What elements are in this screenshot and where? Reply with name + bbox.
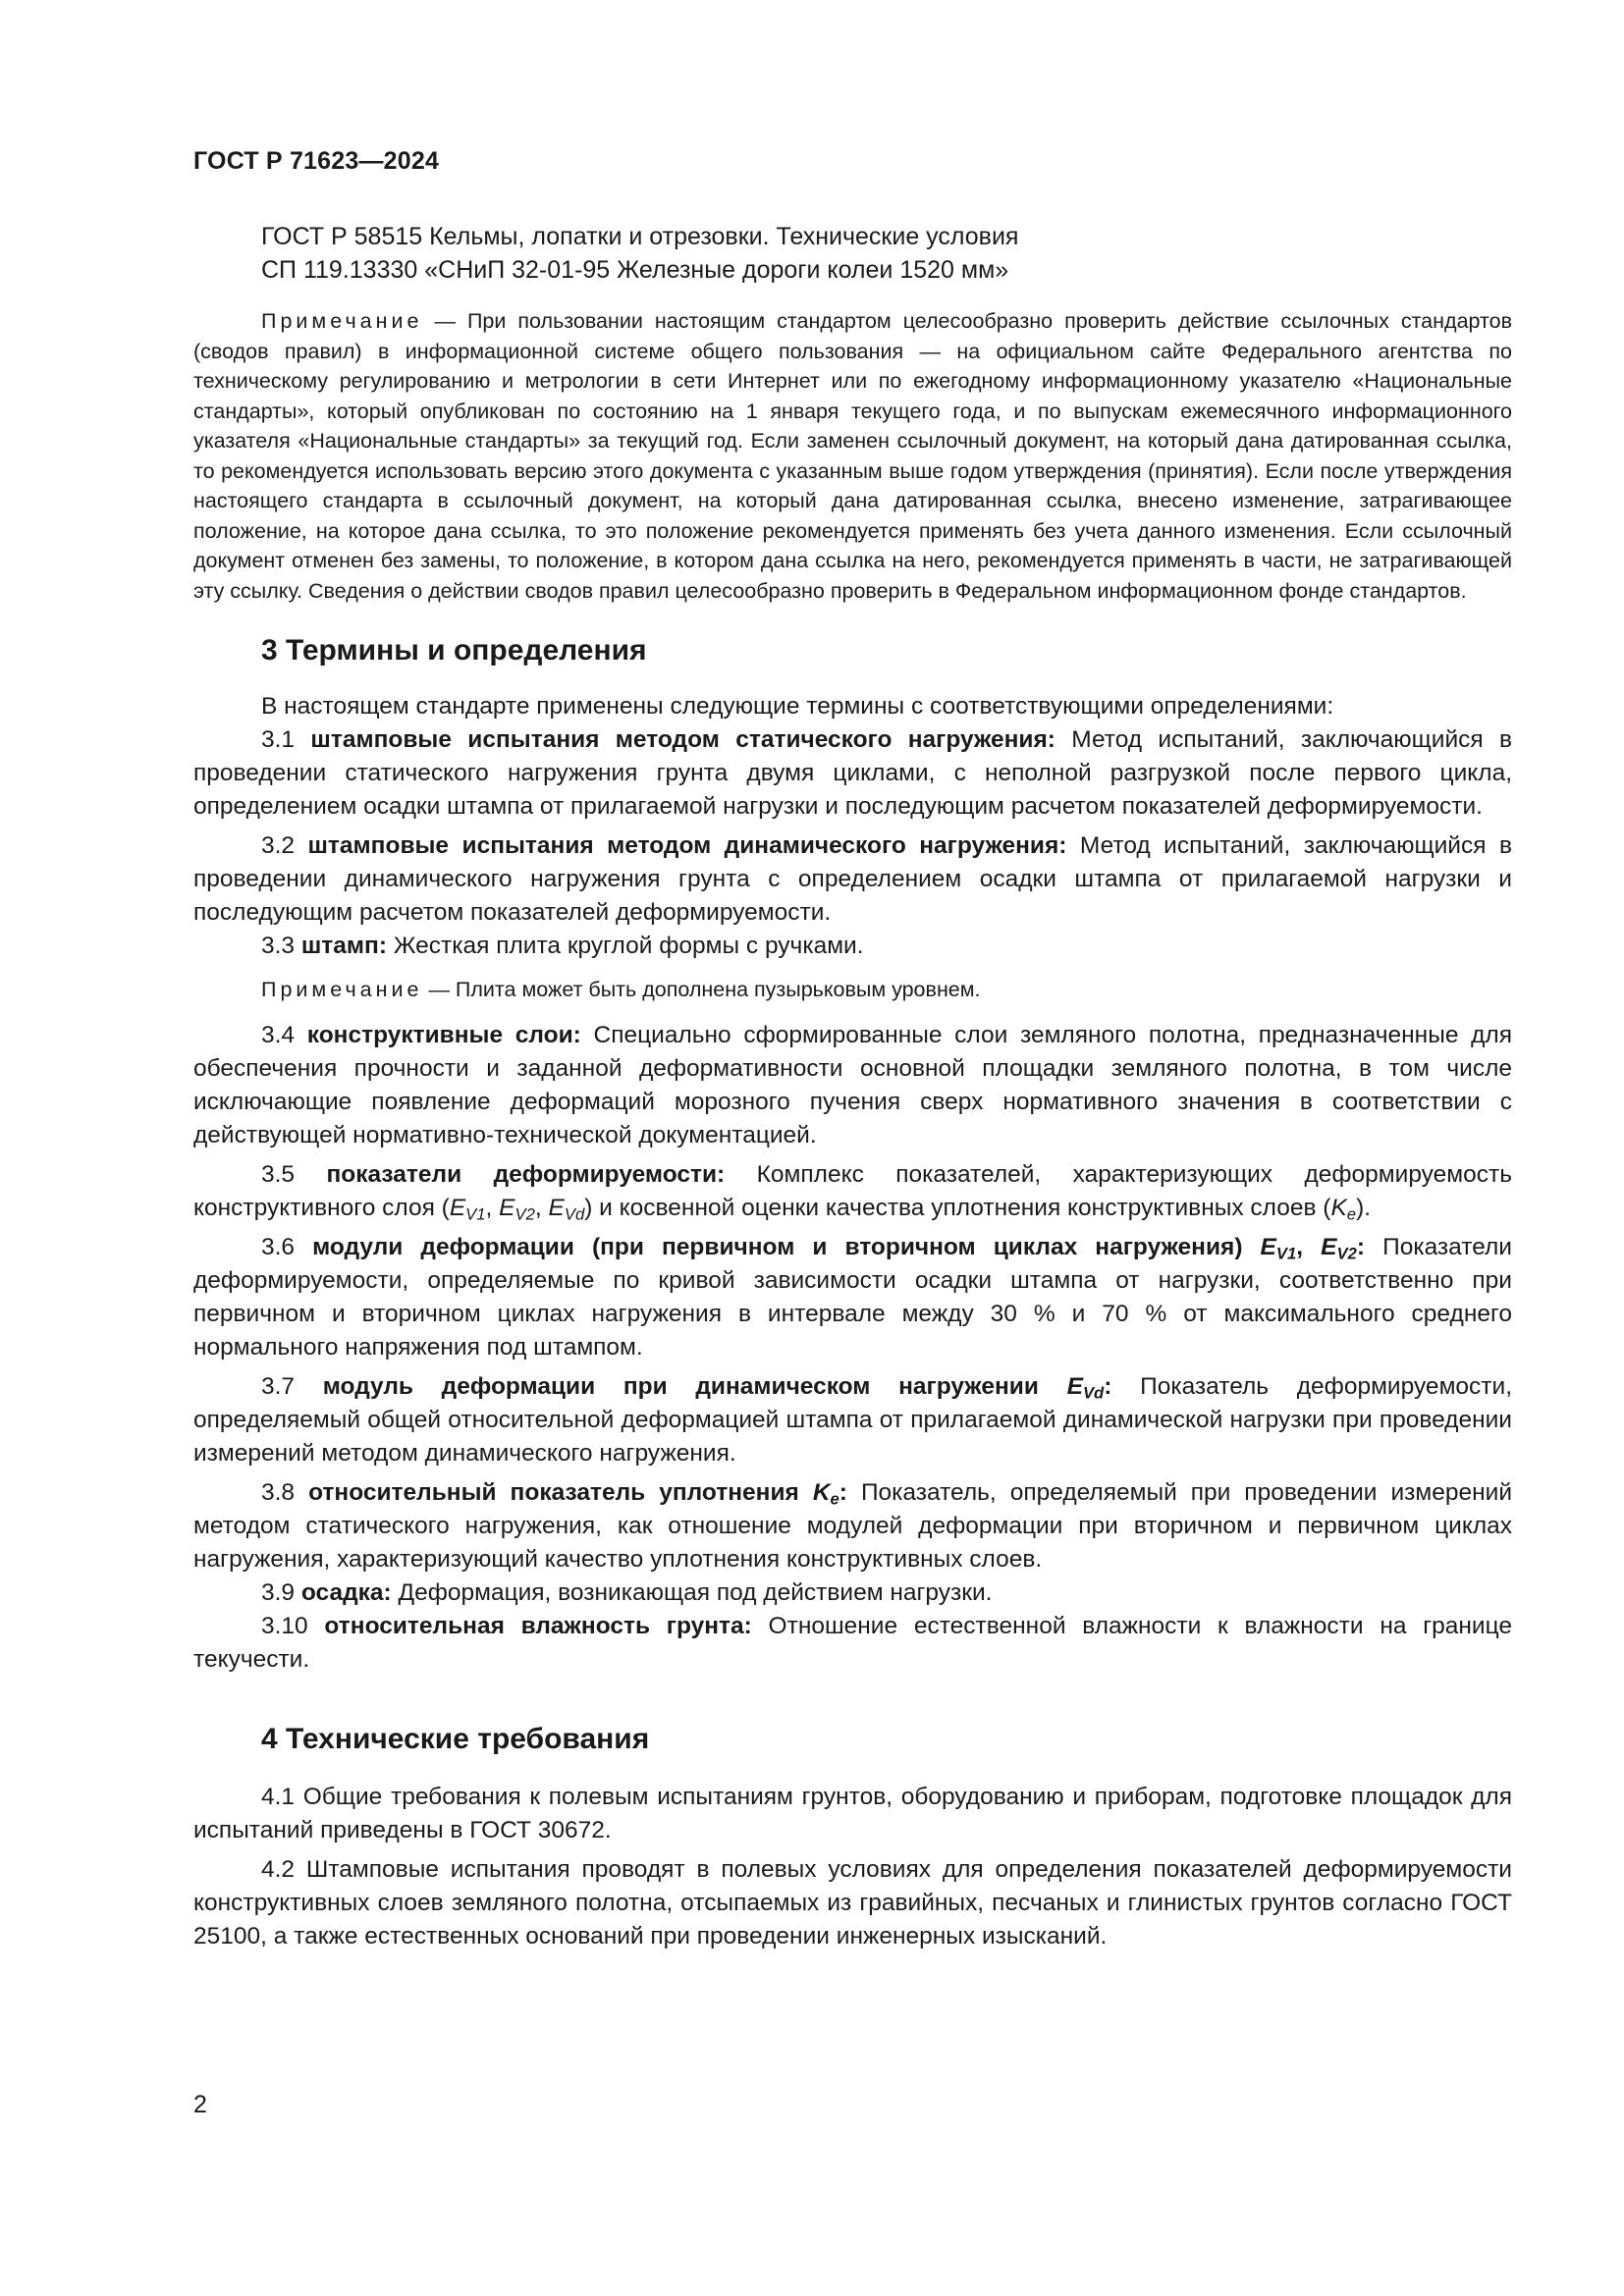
term-definition: Показатели деформируемости, определяемые по кривой зависимости осадки штампа от нагрузки, соответственно при первичном и вторичном циклах нагружения в интервале между 30 % и 70 % от максимального среднего нормального напряжения под штампом. (193, 1233, 1512, 1361)
term-name: конструктивные слои: (306, 1021, 581, 1048)
term-definition: Жесткая плита круглой формы с ручками. (387, 933, 864, 959)
term-definition: Показатель, определяемый при проведении измерений методом статического нагружения, как отношение модулей деформации при вторичном и первичном циклах нагружения, характеризующий качество уплотнения конструктивных слоев. (193, 1478, 1512, 1573)
term-name: осадка: (300, 1578, 392, 1606)
note-label: Примечание (261, 309, 423, 333)
section-4-title: 4 Технические требования (261, 1722, 650, 1755)
term-3-6: 3.6 модули деформации (при первичном и вторичном циклах нагружения) $E_{V1}$, $E_{V2}$: Показатели деформируемости, определяемые по кривой зависимости осадки штампа от нагрузки, соответственно при первичном и вторичном циклах нагружения в интервале между 30 % и 70 % от максимального среднего нормального напряжения под штампом. (193, 1233, 1512, 1361)
term-3-8: 3.8 относительный показатель уплотнения $K_e$: Показатель, определяемый при проведении измерений методом статического нагружения, как отношение модулей деформации при вторичном и первичном циклах нагружения, характеризующий качество уплотнения конструктивных слоев. (193, 1478, 1512, 1573)
paragraph-4-2: 4.2 Штамповые испытания проводят в полевых условиях для определения показателей деформируемости конструктивных слоев земляного полотна, отсыпаемых из гравийных, песчаных и глинистых грунтов согласно ГОСТ 25100, а также естественных оснований при проведении инженерных изысканий. (193, 1855, 1512, 1949)
term-name: штамповые испытания методом динамического нагружения: (307, 832, 1067, 859)
term-definition: Специально сформированные слои земляного полотна, предназначенные для обеспечения прочности и заданной деформативности основной площадки земляного полотна, в том числе исключающие появление деформаций морозного пучения сверх нормативного значения в соответствии с действующей нормативно-технической документацией. (193, 1021, 1512, 1148)
note-stamp (193, 975, 1512, 1005)
note-label: Примечание (261, 978, 423, 1001)
term-3-7: 3.7 модуль деформации при динамическом нагружении $E_{Vd}$: Показатель деформируемости, определяемый общей относительной деформацией штампа от прилагаемой динамической нагрузки при проведении измерений методом динамического нагружения. (193, 1372, 1512, 1467)
reference-item: ГОСТ Р 58515 Кельмы, лопатки и отрезовки. Технические условия (261, 223, 1019, 250)
term-definition: Показатель деформируемости, определяемый общей относительной деформацией штампа от прилагаемой динамической нагрузки при проведении измерений методом динамического нагружения. (193, 1372, 1512, 1467)
term-name: штамп: (300, 933, 388, 959)
term-name: модули деформации (при первичном и вторичном циклах нагружения) $E_{V1}$, $E_{V2}$: (312, 1233, 1366, 1263)
term-3-2: 3.2 штамповые испытания методом динамического нагружения: Метод испытаний, заключающийся в проведении динамического нагружения грунта с определением осадки штампа от прилагаемой нагрузки и последующим расчетом показателей деформируемости. (193, 832, 1512, 926)
running-header: ГОСТ Р 71623—2024 (193, 147, 440, 175)
term-definition: Метод испытаний, заключающийся в проведении динамического нагружения грунта с определением осадки штампа от прилагаемой нагрузки и последующим расчетом показателей деформируемости. (193, 832, 1512, 926)
page-number: 2 (193, 2091, 207, 2118)
note-text: — Плита может быть дополнена пузырьковым уровнем. (428, 978, 981, 1001)
note-references (193, 306, 1512, 606)
term-name: относительная влажность грунта: (324, 1612, 752, 1639)
note-text: — При пользовании настоящим стандартом целесообразно проверить действие ссылочных стандартов (сводов правил) в информационной системе общего пользования — на официальном сайте Федерального агентства по техническому регулированию и метрологии в сети Интернет или по ежегодному информационному указателю «Национальные стандарты», который опубликован по состоянию на 1 января текущего года, и по выпускам ежемесячного информационного указателя «Национальные стандарты» за текущий год. Если заменен ссылочный документ, на который дана датированная ссылка, то рекомендуется использовать версию этого документа с указанным выше годом утверждения (принятия). Если после утверждения настоящего стандарта в ссылочный документ, на который дана датированная ссылка, внесено изменение, затрагивающее положение, на которое дана ссылка, то это положение рекомендуется применять без учета данного изменения. Если ссылочный документ отменен без замены, то положение, в котором дана ссылка на него, рекомендуется применять в части, не затрагивающей эту ссылку. Сведения о действии сводов правил целесообразно проверить в Федеральном информационном фонде стандартов. (193, 309, 1512, 603)
paragraph-4-1: 4.1 Общие требования к полевым испытаниям грунтов, оборудованию и приборам, подготовке площадок для испытаний приведены в ГОСТ 30672. (193, 1783, 1512, 1843)
term-definition: Отношение естественной влажности к влажности на границе текучести. (193, 1612, 1512, 1673)
term-3-5: 3.5 показатели деформируемости: Комплекс показателей, характеризующих деформируемость конструктивного слоя ($E_{V1}$, $E_{V2}$, $E_{Vd}$) и косвенной оценки качества уплотнения конструктивных слоев $(K_e)$. (193, 1160, 1512, 1224)
page-content (193, 220, 1512, 1953)
term-3-9: 3.9 осадка: Деформация, возникающая под действием нагрузки. (261, 1578, 993, 1606)
term-3-10: 3.10 относительная влажность грунта: Отношение естественной влажности к влажности на границе текучести. (193, 1612, 1512, 1673)
term-name: модуль деформации при динамическом нагружении $E_{Vd}$: (322, 1372, 1112, 1403)
term-definition: Метод испытаний, заключающийся в проведении статического нагружения грунта двумя циклами, с неполной разгрузкой после первого цикла, определением осадки штампа от прилагаемой нагрузки и последующим расчетом показателей деформируемости. (193, 726, 1512, 820)
term-name: относительный показатель уплотнения $K_e$: (308, 1478, 847, 1509)
term-3-3: 3.3 штамп: Жесткая плита круглой формы с ручками. (261, 933, 864, 959)
term-name: штамповые испытания методом статического нагружения: (310, 726, 1056, 753)
term-3-1: 3.1 штамповые испытания методом статического нагружения: Метод испытаний, заключающийся в проведении статического нагружения грунта двумя циклами, с неполной разгрузкой после первого цикла, определением осадки штампа от прилагаемой нагрузки и последующим расчетом показателей деформируемости. (193, 726, 1512, 820)
term-name: показатели деформируемости: (326, 1160, 726, 1188)
section-3-intro: В настоящем стандарте применены следующие термины с соответствующими определениями: (261, 693, 1334, 720)
section-3-title: 3 Термины и определения (261, 634, 647, 667)
term-3-4: 3.4 конструктивные слои: Специально сформированные слои земляного полотна, предназначенные для обеспечения прочности и заданной деформативности основной площадки земляного полотна, в том числе исключающие появление деформаций морозного пучения сверх нормативного значения в соответствии с действующей нормативно-технической документацией. (193, 1021, 1512, 1148)
term-definition: Деформация, возникающая под действием нагрузки. (391, 1578, 993, 1606)
reference-item: СП 119.13330 «СНиП 32-01-95 Железные дороги колеи 1520 мм» (261, 256, 1009, 284)
